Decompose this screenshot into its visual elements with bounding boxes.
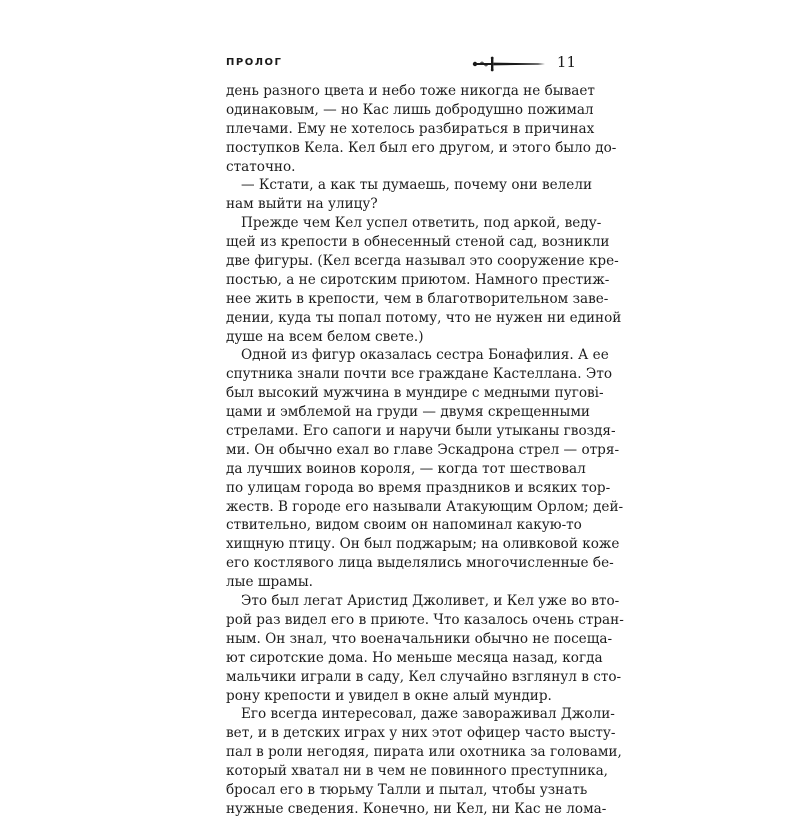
text-line: душе на всем белом свете.) <box>226 328 424 345</box>
text-line: рой раз видел его в приюте. Что казалось очень стран- <box>226 611 624 628</box>
text-line: одинаковым, — но Кас лишь добродушно пожимал <box>226 101 594 118</box>
text-line: нее жить в крепости, чем в благотворительном заве- <box>226 290 609 307</box>
page-number: 11 <box>556 53 576 71</box>
text-line: — Кстати, а как ты думаешь, почему они велели <box>241 177 593 194</box>
text-line: который хватал ни в чем не повинного преступника, <box>226 763 608 780</box>
text-line: цами и эмблемой на груди — двумя скрещенными <box>226 404 590 421</box>
running-head-section-title: ПРОЛОГ <box>226 57 283 68</box>
text-line: плечами. Ему не хотелось разбираться в причинах <box>226 120 595 137</box>
text-line: пал в роли негодяя, пирата или охотника за головами, <box>226 744 622 761</box>
text-line: был высокий мужчина в мундире с медными пуговi- <box>226 385 604 402</box>
text-line: Одной из фигур оказалась сестра Бонафилия. А ее <box>241 347 609 364</box>
text-line: ют сиротские дома. Но меньше месяца назад, когда <box>226 649 603 666</box>
body-text <box>226 82 624 819</box>
text-line: бросал его в тюрьму Талли и пытал, чтобы узнать <box>226 781 588 798</box>
sword-ornament-icon <box>472 56 546 72</box>
text-line: лые шрамы. <box>226 574 313 591</box>
text-line: ствительно, видом своим он напоминал какую-то <box>226 517 582 534</box>
text-line: по улицам города во время праздников и всяких тор- <box>226 479 611 496</box>
text-line: Это был легат Аристид Джоливет, и Кел уже во вто- <box>241 593 620 610</box>
text-line: стрелами. Его сапоги и наручи были утыканы гвоздя- <box>226 423 616 440</box>
text-line: Его всегда интересовал, даже завораживал Джоли- <box>241 706 615 723</box>
text-line: да лучших воинов короля, — когда тот шествовал <box>226 460 586 477</box>
text-line: хищную птицу. Он был поджарым; на оливковой коже <box>226 536 620 553</box>
text-line: поступков Кела. Кел был его другом, и этого было до- <box>226 139 617 156</box>
text-line: его костлявого лица выделялись многочисленные бе- <box>226 555 614 572</box>
text-line: день разного цвета и небо тоже никогда не бывает <box>226 83 595 99</box>
text-line: вет, и в детских играх у них этот офицер часто высту- <box>226 725 616 742</box>
text-line: ным. Он знал, что военачальники обычно не посеща- <box>226 630 613 647</box>
text-line: нужные сведения. Конечно, ни Кел, ни Кас не лома- <box>226 800 607 817</box>
text-line: постью, а не сиротским приютом. Намного престиж- <box>226 271 610 288</box>
text-line: щей из крепости в обнесенный стеной сад, возникли <box>226 234 610 251</box>
text-line: Прежде чем Кел успел ответить, под аркой, веду- <box>241 215 602 232</box>
text-line: нам выйти на улицу? <box>226 196 378 213</box>
text-line: две фигуры. (Кел всегда называл это сооружение кре- <box>226 253 619 270</box>
text-line: жеств. В городе его называли Атакующим Орлом; дей- <box>226 498 624 515</box>
text-line: рону крепости и увидел в окне алый мундир. <box>226 687 552 704</box>
text-line: ми. Он обычно ехал во главе Эскадрона стрел — отря- <box>226 441 620 458</box>
text-line: спутника знали почти все граждане Кастеллана. Это <box>226 366 613 383</box>
text-line: дении, куда ты попал потому, что не нужен ни единой <box>226 309 622 326</box>
text-line: статочно. <box>226 158 296 175</box>
text-line: мальчики играли в саду, Кел случайно взглянул в сто- <box>226 668 622 685</box>
